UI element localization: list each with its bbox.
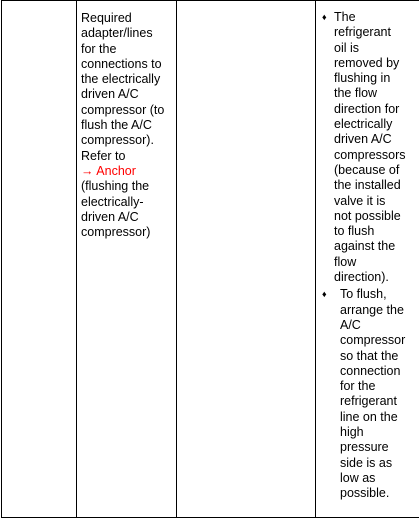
diamond-bullet-icon: ♦: [322, 289, 327, 300]
table-cell-tools: [77, 1, 177, 518]
bullet-text: To flush, arrange the A/C compressor so that the connection for the refrigerant line on the high pressure side is as low as possible.: [340, 287, 406, 501]
table-row: [2, 1, 419, 518]
anchor-link[interactable]: → Anchor: [81, 163, 136, 178]
table-cell-notes: [316, 1, 419, 518]
bullet-list-item: [322, 10, 419, 285]
tools-text-intro: Required adapter/lines for the connections to the electrically driven A/C compressor (to flush the A/C compressor). Refer to: [81, 11, 165, 163]
bullet-text: The refrigerant oil is removed by flushing in the flow direction for electrically driven A/C compressors (because of the installed valve it is not possible to flush against the flow direction).: [334, 10, 406, 285]
table-cell-empty: [177, 1, 316, 518]
procedure-table: [1, 0, 419, 518]
table-cell-step: [2, 1, 77, 518]
tools-text-note: (flushing the electrically- driven A/C compressor): [81, 179, 151, 240]
diamond-bullet-icon: ♦: [322, 12, 327, 22]
bullet-list-item: [322, 287, 419, 501]
